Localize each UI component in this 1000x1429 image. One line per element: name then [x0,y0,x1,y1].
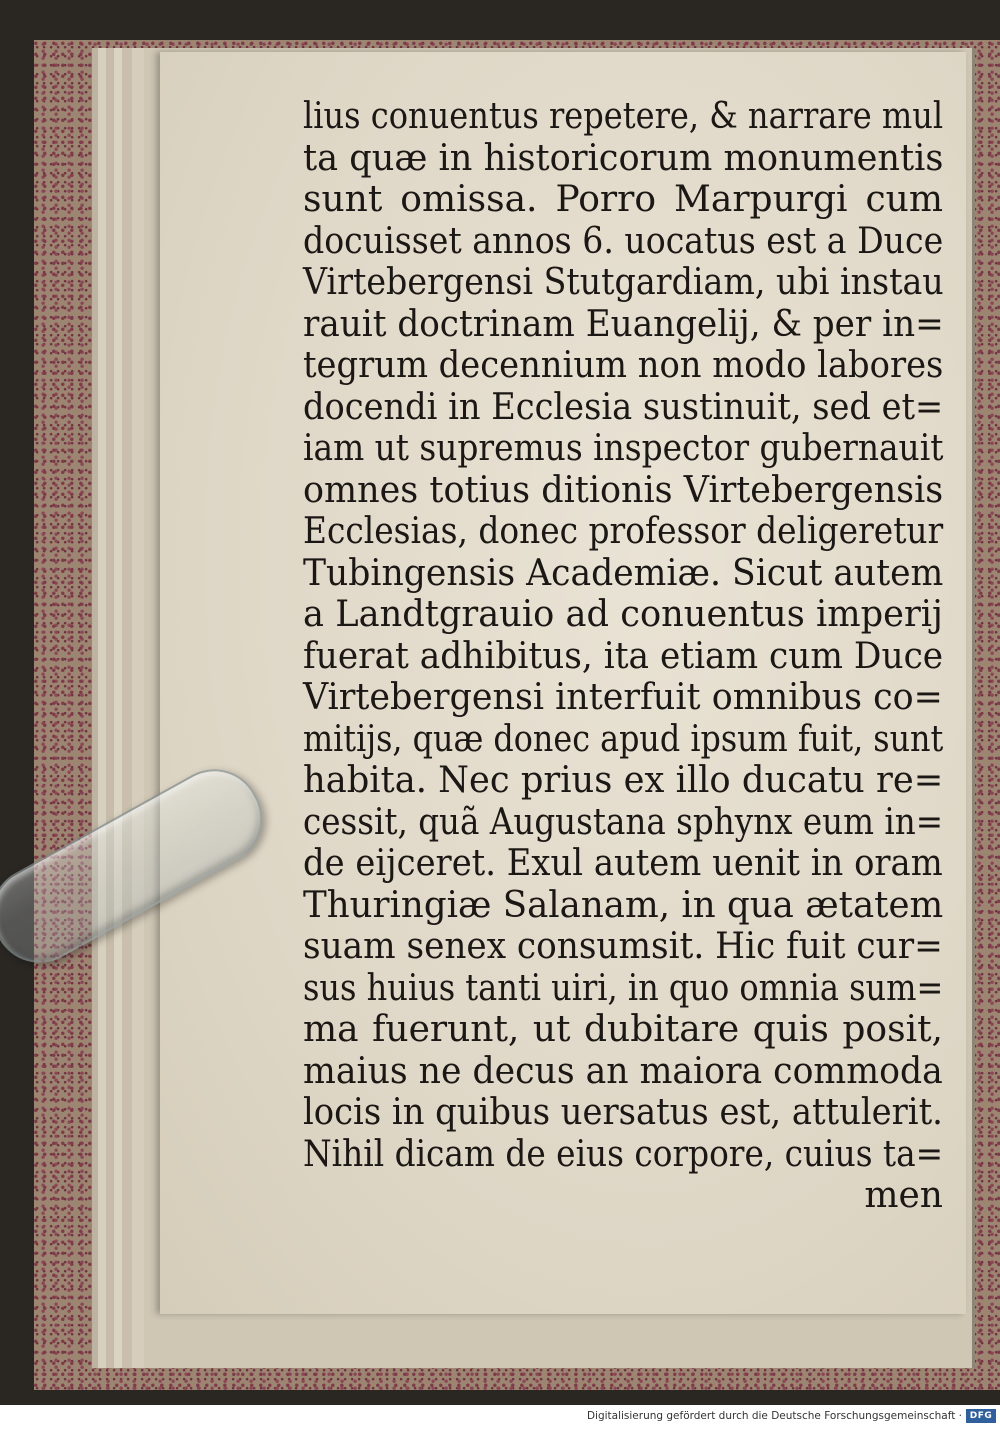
text-line: Ecclesias, donec professor deligeretur [303,511,944,552]
text-line: cessit, quã Augustana sphynx eum in= [303,801,944,843]
text-line: de eijceret. Exul autem uenit in oram [303,843,943,884]
text-line: iam ut supremus inspector gubernauit [303,428,944,469]
dfg-logo: DFG [966,1409,996,1423]
text-line: mitijs, quæ donec apud ipsum fuit, sunt [303,718,944,760]
text-line: ta quæ in historicorum monumentis [303,137,944,179]
text-line: docendi in Ecclesia sustinuit, sed et= [303,386,944,428]
page-text [303,96,943,1236]
text-line: Virtebergensi interfuit omnibus co= [303,677,943,718]
text-line: sus huius tanti uiri, in quo omnia sum= [303,967,944,1009]
text-line: locis in quibus uersatus est, attulerit. [303,1092,943,1133]
text-line: Nihil dicam de eius corpore, cuius ta= [303,1133,944,1175]
text-line: maius ne decus an maiora commoda [303,1050,943,1092]
text-line: fuerat adhibitus, ita etiam cum Duce [303,635,944,677]
text-line: tegrum decennium non modo labores [303,345,944,386]
text-line: habita. Nec prius ex illo ducatu re= [303,760,944,801]
text-line: docuisset annos 6. uocatus est a Duce [303,220,944,262]
text-line: Tubingensis Academiæ. Sicut autem [303,552,944,594]
footer-bar [0,1405,1000,1429]
digitization-credit: Digitalisierung gefördert durch die Deutsche Forschungsgemeinschaft · [586,1410,962,1422]
text-line: a Landtgrauio ad conuentus imperij [303,594,943,635]
text-line: Virtebergensi Stutgardiam, ubi instau [303,262,944,303]
text-line: rauit doctrinam Euangelij, & per in= [303,303,944,345]
text-line: omnes totius ditionis Virtebergensis [303,469,944,511]
text-line: ma fuerunt, ut dubitare quis posit, [303,1009,943,1050]
text-line: lius conuentus repetere, & narrare mul [303,96,944,137]
text-line: suam senex consumsit. Hic fuit cur= [303,926,943,967]
text-line: sunt omissa. Porro Marpurgi cum [303,179,943,220]
catchword: men [864,1175,943,1216]
text-line: Thuringiæ Salanam, in qua ætatem [303,884,944,926]
